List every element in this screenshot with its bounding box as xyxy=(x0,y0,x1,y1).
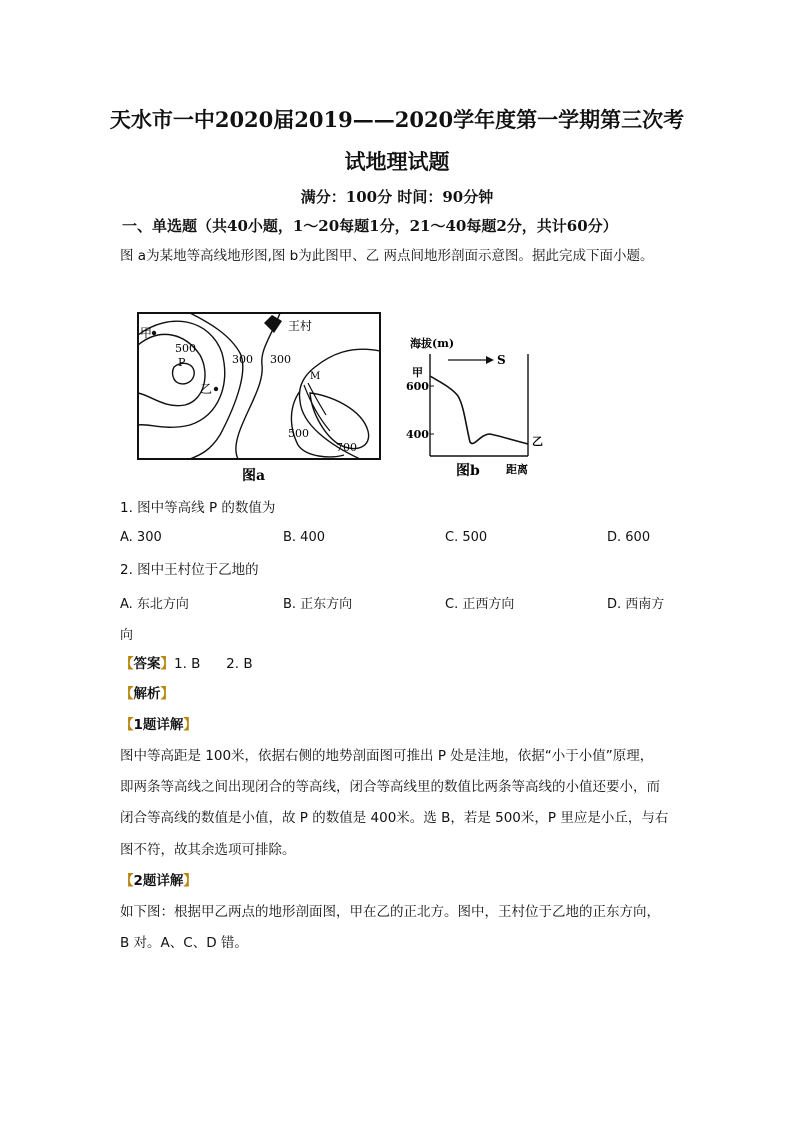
analysis-heading: 【解析】 xyxy=(120,686,174,702)
detail2-line-2: B 对。A、C、D 错。 xyxy=(120,935,248,951)
direction-arrow-head xyxy=(486,356,494,364)
tick-600: 600 xyxy=(406,380,429,393)
detail1-heading: 【1题详解】 xyxy=(120,717,197,733)
point-yi xyxy=(214,387,218,391)
label-500-bottom: 500 xyxy=(288,427,309,440)
answer-tag: 【答案】 xyxy=(120,656,174,672)
label-yi-b: 乙 xyxy=(532,435,543,448)
label-jia-b: 甲 xyxy=(412,366,423,379)
label-yi: 乙 xyxy=(200,382,213,396)
q1-option-c[interactable]: C. 500 xyxy=(445,530,488,545)
q1-option-a[interactable]: A. 300 xyxy=(120,530,162,545)
detail2-line-1: 如下图：根据甲乙两点的地形剖面图，甲在乙的正北方。图中，王村位于乙地的正东方向， xyxy=(120,904,660,920)
x-axis-label: 距离 xyxy=(506,463,528,476)
detail1-line-4: 图不符，故其余选项可排除。 xyxy=(120,842,296,858)
answer-line xyxy=(120,654,253,674)
q2-option-d[interactable]: D. 西南方 xyxy=(607,597,665,612)
profile-curve xyxy=(430,376,528,444)
figure-a-contour-map xyxy=(130,305,390,485)
detail1-line-3: 闭合等高线的数值是小值，故 P 的数值是 400米。选 B，若是 500米，P 里应是小丘，与右 xyxy=(120,810,669,826)
direction-label: S xyxy=(497,353,506,367)
score-time-info: 满分：100分 时间：90分钟 xyxy=(300,188,494,206)
q1-option-b[interactable]: B. 400 xyxy=(283,530,325,545)
detail1-line-2: 即两条等高线之间出现闭合的等高线，闭合等高线里的数值比两条等高线的小值还要小，而 xyxy=(120,779,660,795)
point-jia xyxy=(152,331,156,335)
q2-option-c[interactable]: C. 正西方向 xyxy=(445,597,515,612)
label-700: 700 xyxy=(336,441,357,454)
contour-line-300a xyxy=(190,313,243,459)
village-marker xyxy=(264,315,282,333)
section-heading: 一、单选题（共40小题，1～20每题1分，21～40每题2分，共计60分） xyxy=(122,217,618,235)
detail2-heading: 【2题详解】 xyxy=(120,873,197,889)
label-500-top: 500 xyxy=(175,342,196,355)
q1-stem: 1. 图中等高线 P 的数值为 xyxy=(120,500,276,516)
figure-b-caption: 图b xyxy=(456,463,480,479)
label-jia: 甲 xyxy=(140,326,153,340)
label-300-b: 300 xyxy=(270,353,291,366)
q2-option-a[interactable]: A. 东北方向 xyxy=(120,597,189,612)
label-m: M xyxy=(310,371,321,382)
question-intro: 图 a为某地等高线地形图,图 b为此图甲、乙 两点间地形剖面示意图。据此完成下面小题。 xyxy=(120,248,654,264)
village-label: 王村 xyxy=(288,319,313,333)
exam-title-line1: 天水市一中2020届2019——2020学年度第一学期第三次考 xyxy=(109,107,685,132)
tick-400: 400 xyxy=(406,428,429,441)
q2-option-d-wrap: 向 xyxy=(120,628,134,643)
label-p: P xyxy=(178,356,186,369)
y-axis-label: 海拔(m) xyxy=(410,337,455,350)
figure-a-caption: 图a xyxy=(242,468,266,484)
q2-option-b[interactable]: B. 正东方向 xyxy=(283,597,353,612)
river-line-2 xyxy=(304,385,330,431)
q2-stem: 2. 图中王村位于乙地的 xyxy=(120,562,259,578)
answer-text: 1. B 2. B xyxy=(174,656,253,672)
exam-title-line2: 试地理试题 xyxy=(344,149,450,174)
detail1-line-1: 图中等高距是 100米，依据右侧的地势剖面图可推出 P 处是洼地，依据“小于小值”原理， xyxy=(120,748,654,764)
label-300-a: 300 xyxy=(232,353,253,366)
q1-option-d[interactable]: D. 600 xyxy=(607,530,651,545)
contour-line-300b xyxy=(236,313,280,459)
figure-b-profile xyxy=(400,330,560,480)
